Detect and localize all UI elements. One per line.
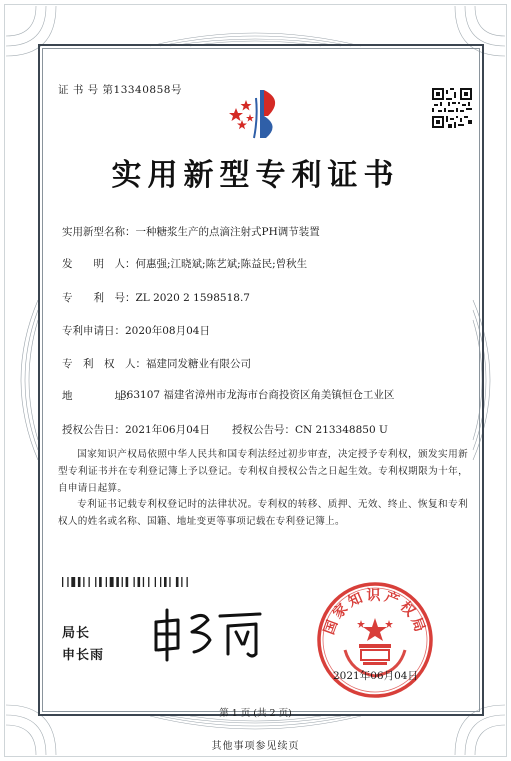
certificate-paragraph-grant: 国家知识产权局依照中华人民共和国专利法经过初步审查，决定授予专利权，颁发实用新型专利证书并在专利登记簿上予以登记。专利权自授权公告之日起生效。专利权期限为十年，自申请日起算。 bbox=[58, 449, 468, 494]
seal-date: 2021年06月04日 bbox=[333, 670, 418, 682]
field-value: 2020年08月04日 bbox=[125, 325, 210, 337]
cnipa-emblem-icon bbox=[228, 88, 286, 142]
page-number: 第 1 页 (共 2 页) bbox=[219, 708, 292, 719]
field-value: ZL 2020 2 1598518.7 bbox=[135, 292, 250, 304]
field-label: 专 利 权 人： bbox=[62, 358, 146, 370]
field-utility-model-name bbox=[62, 224, 320, 239]
director-signature bbox=[148, 604, 268, 662]
field-label: 专 利 号： bbox=[62, 292, 136, 304]
field-address-value: 363107 福建省漳州市龙海市台商投资区角美镇恒仓工业区 bbox=[120, 389, 395, 401]
field-announcement bbox=[62, 422, 388, 437]
footer-note: 其他事项参见续页 bbox=[211, 741, 300, 752]
field-value: 何惠强;江晓斌;陈艺斌;陈益民;曾秋生 bbox=[135, 258, 308, 270]
field-application-date bbox=[62, 323, 210, 338]
director-name: 申长雨 bbox=[62, 648, 105, 663]
certificate-paragraph-legal-status: 专利证书记载专利权登记时的法律状况。专利权的转移、质押、无效、终止、恢复和专利权人的姓名或名称、国籍、地址变更等事项记载在专利登记簿上。 bbox=[58, 499, 468, 527]
field-value: 一种糖浆生产的点滴注射式PH调节装置 bbox=[135, 226, 320, 238]
field-label: 专利申请日： bbox=[62, 325, 125, 337]
field-value: 福建同发糖业有限公司 bbox=[146, 358, 251, 370]
field-inventors bbox=[62, 256, 307, 271]
field-label: 实用新型名称： bbox=[62, 226, 136, 238]
field-patent-number bbox=[62, 290, 250, 305]
seal-text: 国家知识产权局 bbox=[321, 588, 429, 637]
field-patentee bbox=[62, 356, 251, 371]
announcement-date-label: 授权公告日： bbox=[62, 424, 125, 436]
announcement-number-label: 授权公告号： bbox=[231, 424, 295, 436]
qr-code bbox=[432, 88, 472, 128]
announcement-date: 2021年06月04日 bbox=[125, 424, 210, 436]
field-label: 发 明 人： bbox=[62, 258, 136, 270]
announcement-number: CN 213348850 U bbox=[294, 424, 388, 436]
director-title: 局长 bbox=[62, 626, 91, 641]
certificate-title: 实用新型专利证书 bbox=[111, 158, 400, 193]
barcode bbox=[62, 577, 232, 587]
field-address-label: 地 址： bbox=[62, 390, 136, 402]
certificate-number: 证 书 号 第13340858号 bbox=[58, 84, 182, 96]
